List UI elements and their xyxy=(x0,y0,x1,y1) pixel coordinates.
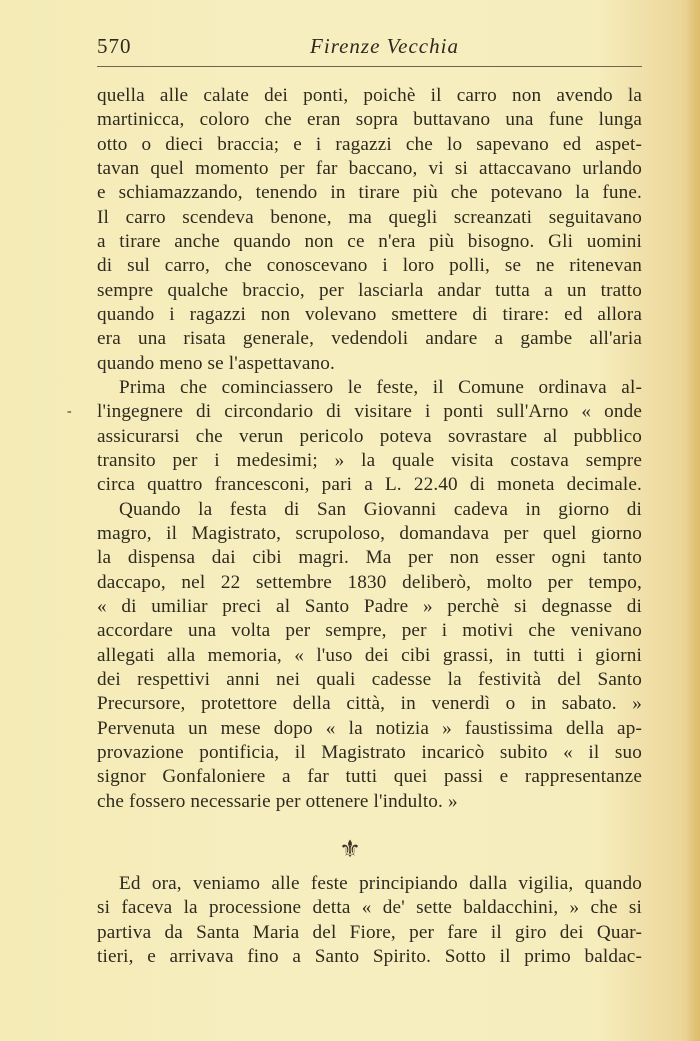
page-number: 570 xyxy=(97,34,132,58)
text-line: Precursore, protettore della città, in venerdì o in sabato. » xyxy=(97,693,642,715)
text-line: circa quattro francesconi, pari a L. 22.40 di moneta decimale. xyxy=(97,474,642,496)
text-line: Ed ora, veniamo alle feste principiando dalla vigilia, quando xyxy=(119,873,642,894)
text-line: martinicca, coloro che eran sopra buttavano una fune lunga xyxy=(97,109,642,131)
margin-mark: - xyxy=(67,404,72,419)
running-title: Firenze Vecchia xyxy=(310,34,459,58)
fleur-de-lis-icon: ⚜ xyxy=(339,837,361,863)
text-line: e schiamazzando, tenendo in tirare più che potevano la fune. xyxy=(97,182,642,204)
text-line: di sul carro, che conoscevano i loro polli, se ne ritenevan xyxy=(97,255,642,277)
text-line: partiva da Santa Maria del Fiore, per fare il giro dei Quar- xyxy=(97,921,642,943)
text-line: daccapo, nel 22 settembre 1830 deliberò, molto per tempo, xyxy=(97,571,642,593)
text-line: quando meno se l'aspettavano. xyxy=(97,352,335,374)
text-line: magro, il Magistrato, scrupoloso, domandava per quel giorno xyxy=(97,522,642,544)
text-line: assicurarsi che verun pericolo poteva sovrastare al pubblico xyxy=(97,425,642,447)
text-line: « di umiliar preci al Santo Padre » perchè si degnasse di xyxy=(97,595,642,617)
text-line: sempre qualche braccio, per lasciarla andar tutta a un tratto xyxy=(97,279,642,301)
text-line: allegati alla memoria, « l'uso dei cibi grassi, in tutti i giorni xyxy=(97,644,642,666)
page-edge-shadow xyxy=(686,0,700,1041)
text-line: Prima che cominciassero le feste, il Comune ordinava al- xyxy=(119,376,642,398)
text-line: signor Gonfaloniere a far tutti quei passi e rappresentanze xyxy=(97,766,642,788)
text-line: quando i ragazzi non volevano smettere di tirare: ed allora xyxy=(97,303,642,325)
text-line: dei respettivi anni nei quali cadesse la festività del Santo xyxy=(97,668,642,690)
text-line: Pervenuta un mese dopo « la notizia » faustissima della ap- xyxy=(97,717,642,739)
text-line: Il carro scendeva benone, ma quegli screanzati seguitavano xyxy=(97,206,642,228)
text-line: si faceva la processione detta « de' sette baldacchini, » che si xyxy=(97,897,642,919)
text-line: accordare una volta per sempre, per i motivi che venivano xyxy=(97,620,642,642)
text-line: la dispensa dai cibi magri. Ma per non esser ogni tanto xyxy=(97,547,642,569)
text-line: a tirare anche quando non ce n'era più bisogno. Gli uomini xyxy=(97,230,642,252)
text-line: otto o dieci braccia; e i ragazzi che lo sapevano ed aspet- xyxy=(97,133,642,155)
text-line: Quando la festa di San Giovanni cadeva in giorno di xyxy=(119,498,642,520)
paragraph-1 xyxy=(97,84,642,814)
text-line: tavan quel momento per far baccano, vi si attaccavano urlando xyxy=(97,157,642,179)
text-line: tieri, e arrivava fino a Santo Spirito. Sotto il primo baldac- xyxy=(97,945,642,967)
text-line: che fossero necessarie per ottenere l'indulto. » xyxy=(97,790,458,812)
paragraph-4 xyxy=(97,872,642,969)
text-line: provazione pontificia, il Magistrato incaricò subito « il suo xyxy=(97,741,642,763)
text-line: transito per i medesimi; » la quale visita costava sempre xyxy=(97,449,642,471)
text-line: quella alle calate dei ponti, poichè il carro non avendo la xyxy=(97,85,642,106)
text-line: l'ingegnere di circondario di visitare i ponti sull'Arno « onde xyxy=(97,401,642,423)
header-rule xyxy=(97,66,642,67)
text-line: era una risata generale, vedendoli andare a gambe all'aria xyxy=(97,328,642,350)
running-header xyxy=(97,34,642,60)
